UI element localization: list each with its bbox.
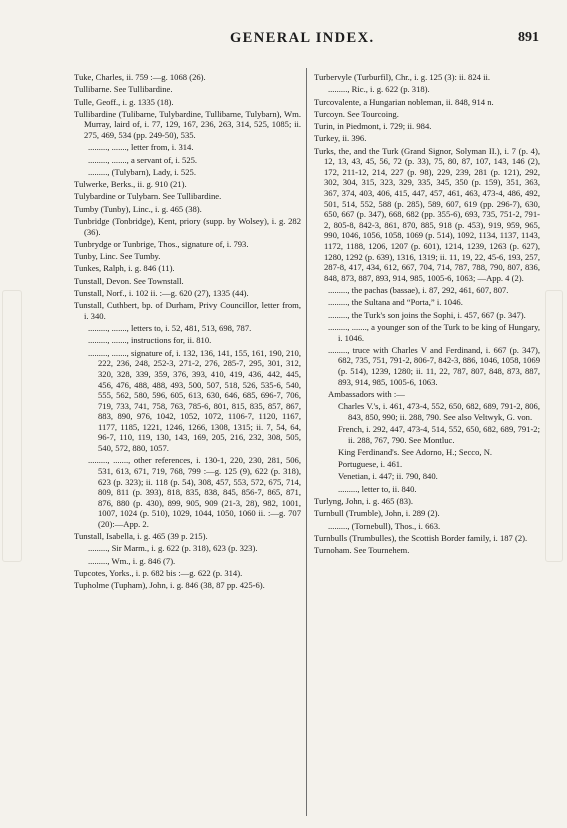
index-entry: Turks, the, and the Turk (Grand Signor, Solyman II.), i. 7 (p. 4), 12, 13, 43, 45, 56, 72 (p. 33), 75, 80, 87, 107, 143, 146 (2), 172, 211-12, 214, 227 (p. 98), 229, 239, 281 (p. 121), 292, 302, 304, 315, 323, 329, 335, 345, 350 (p. 159), 351, 363, 367, 374, 403, 406, 415, 447, 457, 461, 463, 473-4, 486, 492, 501, 514, 552, 588 (p. 285), 589, 607, 619 (pp. 296-7), 630, 650, 667 (p. 347), 668, 682 (pp. 355-6), 693, 735, 751-2, 791-2, 805-8, 842-3, 861, 870, 885, 918 (p. 453), 919, 959, 965, 990, 1046, 1056, 1058, 1069 (p. 514), 1092, 1134, 1137, 1143, 1172, 1188, 1206, 1207 (p. 601), 1214, 1239, 1263 (p. 627), 1280, 1292 (p. 639), 1316, 1319; ii. 11, 19, 22, 45-6, 193, 257, 287-8, 417, 434, 612, 667, 704, 714, 787, 788, 790, 807, 836, 848, 873, 887, 893, 914, 985, 1005-6, 1063; —App. 4 (2). <box>314 145 540 283</box>
index-entry: Tulybardine or Tulybarn. See Tullibardine. <box>74 191 222 202</box>
index-entry: Tupcotes, Yorks., i. p. 682 bis :—g. 622 (p. 314). <box>74 568 243 579</box>
index-entry: ........., (Tulybarn), Lady, i. 525. <box>88 166 196 177</box>
index-entry: Tunkes, Ralph, i. g. 846 (11). <box>74 263 175 274</box>
index-entry: Tunstall, Isabella, i. g. 465 (39 p. 215). <box>74 531 208 542</box>
index-entry: Tunbrydge or Tunbrige, Thos., signature of, i. 793. <box>74 238 249 249</box>
index-entry: ........., ......., a younger son of the Turk to be king of Hungary, i. 1046. <box>328 321 540 343</box>
library-stamp-left <box>2 290 22 562</box>
index-entry: Tupholme (Tupham), John, i. g. 846 (38, 87 pp. 425-6). <box>74 580 265 591</box>
index-entry: ........., the Turk's son joins the Sophi, i. 457, 667 (p. 347). <box>328 309 526 320</box>
index-entry: Tunstall, Norf., i. 102 ii. :—g. 620 (27), 1335 (44). <box>74 288 249 298</box>
index-entry: Turkey, ii. 396. <box>314 133 367 144</box>
index-entry: Portuguese, i. 461. <box>338 459 403 470</box>
index-entry: ........., Ric., i. g. 622 (p. 318). <box>328 84 430 95</box>
index-entry: Turbervyle (Turburfil), Chr., i. g. 125 (3): ii. 824 ii. <box>314 72 491 82</box>
index-entry: Turnbull (Trumble), John, i. 289 (2). <box>314 508 440 519</box>
index-column-left <box>74 72 301 593</box>
index-entry: Tulwerke, Berks., ii. g. 910 (21). <box>74 179 187 190</box>
index-entry: ........., ......., letter from, i. 314. <box>88 142 194 153</box>
index-entry: Turlyng, John, i. g. 465 (83). <box>314 496 413 507</box>
index-entry: ........., Sir Marm., i. g. 622 (p. 318), 623 (p. 323). <box>88 543 258 554</box>
index-entry: ........., ......., a servant of, i. 525. <box>88 154 198 165</box>
library-stamp-right <box>545 290 563 562</box>
index-entry: Tunstall, Cuthbert, bp. of Durham, Privy Councillor, letter from, i. 340. <box>74 300 301 321</box>
index-entry: ........., (Tornebull), Thos., i. 663. <box>328 520 441 531</box>
index-entry: Turnoham. See Tournehem. <box>314 545 410 556</box>
index-entry: ........., the pachas (bassae), i. 87, 292, 461, 607, 807. <box>328 285 509 296</box>
index-entry: ........., the Sultana and “Porta,” i. 1046. <box>328 297 463 308</box>
index-entry: Tullibarne. See Tullibardine. <box>74 84 173 95</box>
index-entry: Tuke, Charles, ii. 759 :—g. 1068 (26). <box>74 72 206 82</box>
index-entry: ........., ......., signature of, i. 132, 136, 141, 155, 161, 190, 210, 222, 236, 248, 252-3, 271-2, 276, 285-7, 295, 301, 312, 320, 328, 339, 359, 376, 393, 410, 419, 436, 442, 445, 456, 476, 488, 488, 493, 500, 507, 518, 526, 535-6, 540, 555, 562, 580, 596, 605, 613, 630, 646, 685, 696-7, 706, 719, 733, 741, 758, 763, 785-6, 801, 815, 835, 857, 867, 883, 890, 976, 1042, 1052, 1072, 1106-7, 1120, 1167, 1177, 1185, 1221, 1246, 1266, 1308, 1315; ii. 7, 54, 64, 96-7, 110, 119, 130, 143, 169, 205, 216, 232, 308, 505, 540, 572, 880, 1057. <box>88 347 301 454</box>
index-entry: Tunbridge (Tonbridge), Kent, priory (supp. by Wolsey), i. g. 282 (36). <box>74 216 301 237</box>
index-entry: Tulle, Geoff., i. g. 1335 (18). <box>74 96 174 107</box>
running-title: GENERAL INDEX. <box>230 30 375 46</box>
index-entry: Venetian, i. 447; ii. 790, 840. <box>338 471 438 482</box>
index-entry: ........., truce with Charles V and Ferdinand, i. 667 (p. 347), 682, 735, 751, 791-2, 806-7, 842-3, 886, 1046, 1058, 1069 (p. 514), 1239, 1280; ii. 11, 22, 787, 807, 848, 873, 887, 893, 914, 985, 1005-6, 1063. <box>328 344 540 387</box>
index-entry: ........., ......., other references, i. 130-1, 220, 230, 281, 506, 531, 613, 671, 719, 768, 799 :—g. 125 (9), 622 (p. 318), 623 (p. 323); ii. 118 (p. 54), 308, 457, 553, 572, 675, 714, 809, 811 (p. 393), 818, 835, 838, 845, 856-7, 865, 871, 876, 880 (p. 430), 899, 905, 909 (21-3, 28), 982, 1001, 1007, 1024 (p. 510), 1029, 1044, 1050, 1060 ii. :—g. 707 (20):—App. 2. <box>88 455 301 529</box>
index-entry: Turcovalente, a Hungarian nobleman, ii. 848, 914 n. <box>314 96 494 107</box>
index-column-right <box>314 72 540 557</box>
index-entry: Turcoyn. See Tourcoing. <box>314 108 399 119</box>
index-entry: Ambassadors with :— <box>328 388 405 399</box>
page-number: 891 <box>518 30 539 45</box>
index-entry: Tunby, Linc. See Tumby. <box>74 251 161 262</box>
page-header <box>60 30 539 50</box>
index-entry: Tunstall, Devon. See Townstall. <box>74 275 184 286</box>
column-divider <box>306 68 307 816</box>
index-entry: Turnbulls (Trumbulles), the Scottish Border family, i. 187 (2). <box>314 532 528 543</box>
index-entry: French, i. 292, 447, 473-4, 514, 552, 650, 682, 689, 791-2; ii. 288, 767, 790. See Montluc. <box>338 424 540 445</box>
index-entry: ........., Wm., i. g. 846 (7). <box>88 555 176 566</box>
index-entry: Tumby (Tunby), Linc., i. g. 465 (38). <box>74 203 202 214</box>
index-entry: ........., letter to, ii. 840. <box>338 483 417 494</box>
index-entry: ........., ......., letters to, i. 52, 481, 513, 698, 787. <box>88 323 252 334</box>
index-entry: Charles V.'s, i. 461, 473-4, 552, 650, 682, 689, 791-2, 806, 843, 850, 990; ii. 288, 790. See also Veltwyk, G. von. <box>338 401 540 422</box>
index-entry: King Ferdinand's. See Adorno, H.; Secco, N. <box>338 446 493 457</box>
index-entry: Tullibardine (Tulibarne, Tulybardine, Tullibarne, Tulybarn), Wm. Murray, laird of, i. 77, 129, 167, 236, 263, 314, 525, 1085; ii. 275, 469, 534 (pp. 249-50), 535. <box>74 108 301 141</box>
index-entry: ........., ......., instructions for, ii. 810. <box>88 335 212 346</box>
index-entry: Turin, in Piedmont, i. 729; ii. 984. <box>314 121 432 132</box>
